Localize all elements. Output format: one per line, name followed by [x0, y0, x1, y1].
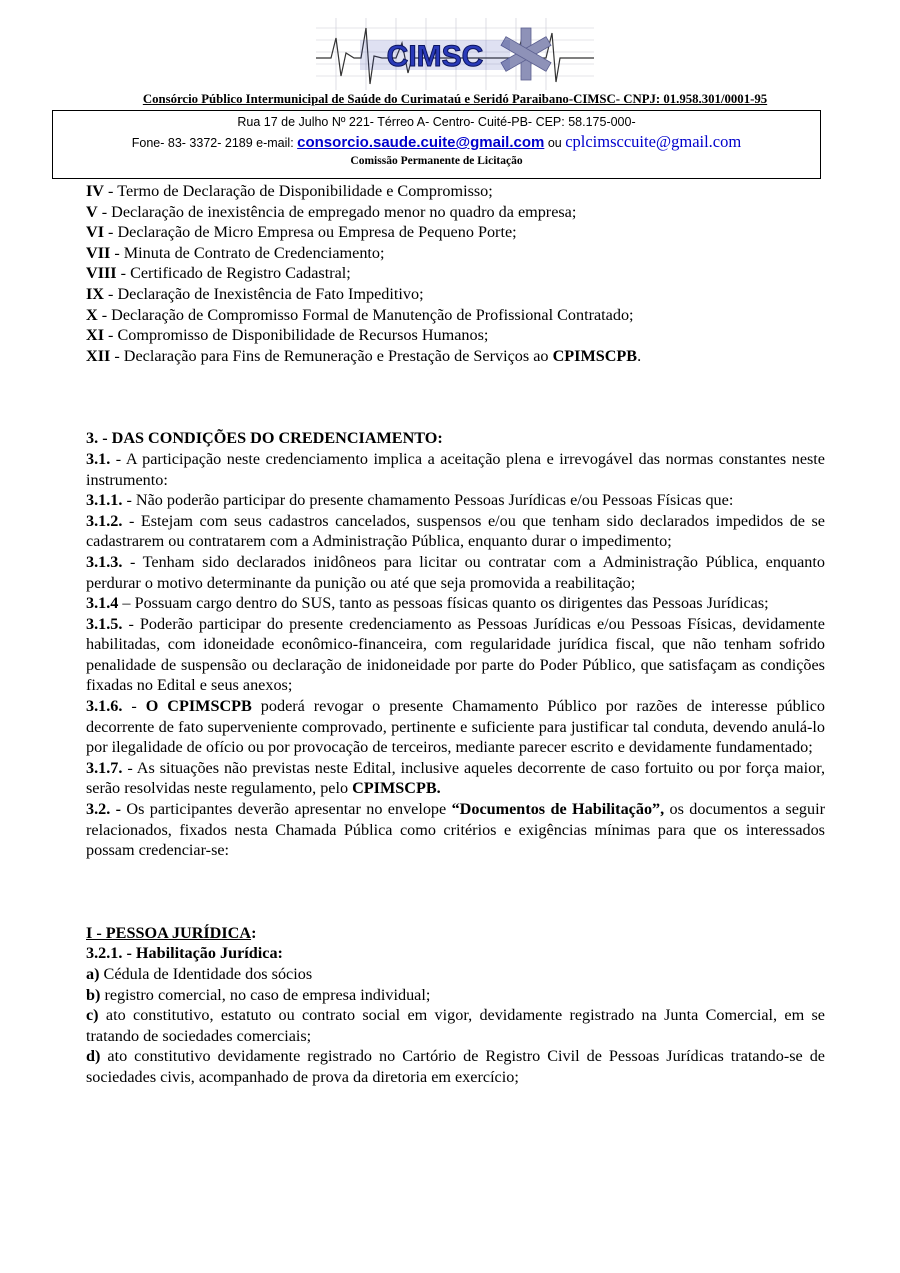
address-line: Rua 17 de Julho Nº 221- Térreo A- Centro- Cuité-PB- CEP: 58.175-000-: [237, 115, 636, 129]
clause-3-1-7: 3.1.7. - As situações não previstas neste Edital, inclusive aqueles decorrente de caso fortuito ou por força maior, serão resolvidas neste regulamento, pelo CPIMSCPB.: [86, 758, 825, 798]
annex-item: VII - Minuta de Contrato de Credenciamento;: [86, 243, 385, 262]
pj-item: c) ato constitutivo, estatuto ou contrato social em vigor, devidamente registrado na Junta Comercial, em se tratando de sociedades comerciais;: [86, 1006, 825, 1045]
consortium-title: Consórcio Público Intermunicipal de Saúde do Curimataú e Seridó Paraibano-CIMSC- CNPJ: 01.958.301/0001-95: [142, 92, 768, 106]
pj-item: a) Cédula de Identidade dos sócios: [86, 965, 313, 983]
clause-3-1-5: 3.1.5. - Poderão participar do presente credenciamento as Pessoas Jurídicas e/ou Pessoas Físicas, devidamente habilitadas, com idoneidade econômico-financeira, com regularidade jurídica fiscal, que não tenham sofrido penalidade de suspensão ou declaração de inidoneidade por parte do Poder Público, que satisfaçam as condições fixadas no Edital e seus anexos;: [86, 614, 825, 695]
contact-line: [53, 132, 820, 152]
commission-label: Comissão Permanente de Licitação: [350, 155, 523, 167]
document-body: [86, 181, 825, 1088]
address-box: [52, 110, 821, 179]
annex-item: VIII - Certificado de Registro Cadastral;: [86, 264, 351, 283]
pj-item: d) ato constitutivo devidamente registrado no Cartório de Registro Civil de Pessoas Jurídicas tratando-se de sociedades civis, acompanhado de prova da diretoria em exercício;: [86, 1047, 825, 1086]
pj-subheading: 3.2.1. - Habilitação Jurídica:: [86, 944, 283, 963]
annex-item: XI - Compromisso de Disponibilidade de Recursos Humanos;: [86, 326, 489, 345]
pj-heading: I - PESSOA JURÍDICA:: [86, 923, 257, 942]
svg-text:CIMSC: CIMSC: [386, 40, 484, 73]
email-link-secondary[interactable]: cplcimsccuite@gmail.com: [565, 132, 742, 151]
annex-item: IX - Declaração de Inexistência de Fato Impeditivo;: [86, 284, 424, 303]
clause-3-2: 3.2. - Os participantes deverão apresentar no envelope “Documentos de Habilitação”, os documentos a seguir relacionados, fixados nesta Chamada Pública como critérios e exigências mínimas para que os interessados possam credenciar-se:: [86, 800, 825, 860]
clause-3-1-2: 3.1.2. - Estejam com seus cadastros cancelados, suspensos e/ou que tenham sido declarados impedidos de se cadastrarem ou contratarem com a Administração Pública, enquanto durar o impedimento;: [86, 511, 825, 551]
clause-3-1-3: 3.1.3. - Tenham sido declarados inidôneos para licitar ou contratar com a Administração Pública, enquanto perdurar o motivo determinante da punição ou até que seja promovida a reabilitação;: [86, 552, 825, 592]
annex-item: VI - Declaração de Micro Empresa ou Empresa de Pequeno Porte;: [86, 223, 517, 242]
clause-3-1-6: 3.1.6. - O CPIMSCPB poderá revogar o presente Chamamento Público por razões de interesse público decorrente de fato superveniente comprovado, pertinente e suficiente para justificar tal conduta, devendo anulá-lo por ilegalidade de ofício ou por provocação de terceiros, mediante parecer escrito e devidamente fundamentado;: [86, 697, 826, 757]
annex-item: IV - Termo de Declaração de Disponibilidade e Compromisso;: [86, 182, 493, 200]
phone-text: Fone- 83- 3372- 2189 e-mail:: [131, 136, 298, 150]
clause-3-1-4: 3.1.4 – Possuam cargo dentro do SUS, tanto as pessoas físicas quanto os dirigentes das Pessoas Jurídicas;: [86, 594, 769, 613]
email-separator: ou: [544, 136, 566, 150]
annex-list: [86, 181, 825, 366]
email-link-primary[interactable]: consorcio.saude.cuite@gmail.com: [297, 134, 545, 151]
annex-item: X - Declaração de Compromisso Formal de Manutenção de Profissional Contratado;: [86, 305, 634, 324]
cimsc-logo: [316, 18, 594, 90]
clause-3-1: 3.1. - A participação neste credenciamento implica a aceitação plena e irrevogável das normas constantes neste instrumento:: [86, 449, 825, 489]
clause-3-1-1: 3.1.1. - Não poderão participar do presente chamamento Pessoas Jurídicas e/ou Pessoas Físicas que:: [86, 491, 734, 510]
annex-item: XII - Declaração para Fins de Remuneração e Prestação de Serviços ao CPIMSCPB.: [86, 346, 642, 365]
pj-item: b) registro comercial, no caso de empresa individual;: [86, 985, 431, 1004]
annex-item: V - Declaração de inexistência de empregado menor no quadro da empresa;: [86, 202, 577, 221]
section-heading: 3. - DAS CONDIÇÕES DO CREDENCIAMENTO:: [86, 429, 443, 448]
